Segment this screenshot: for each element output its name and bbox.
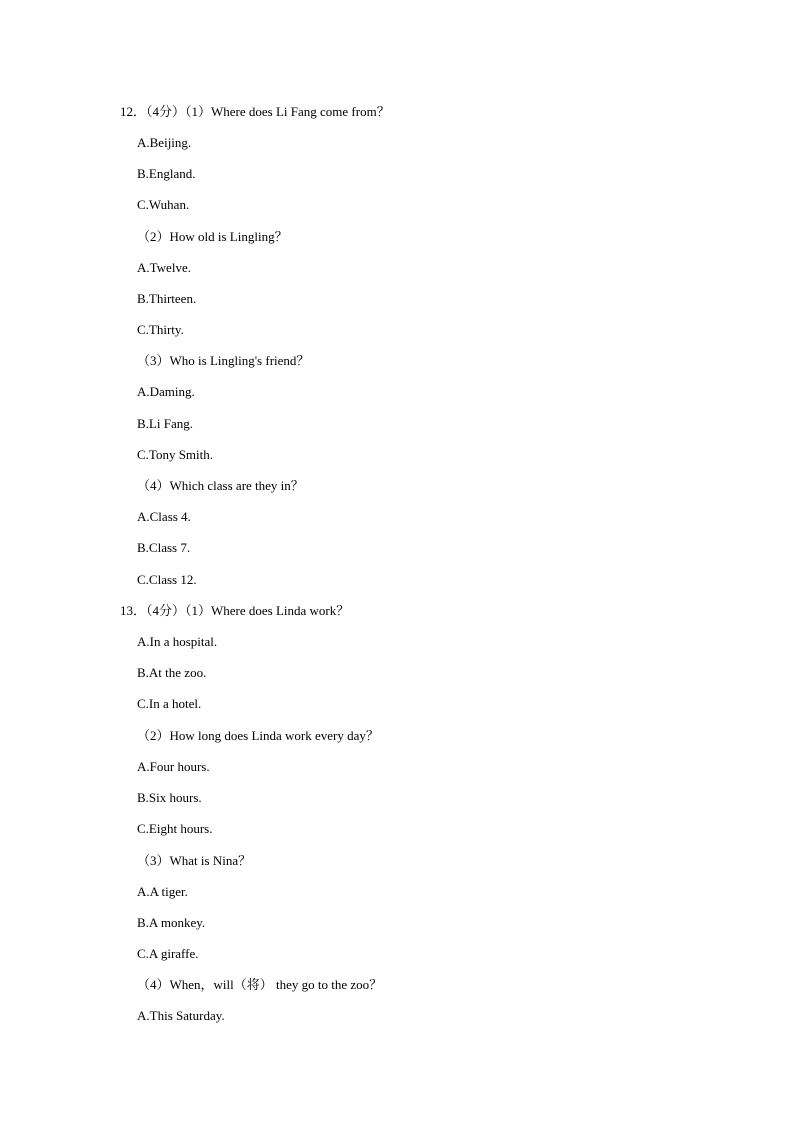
q12-p4-option-b: B.Class 7. <box>137 540 191 555</box>
q12-p4-prompt: （4）Which class are they in？ <box>137 478 304 493</box>
q13-p2-option-a: A.Four hours. <box>137 759 210 774</box>
q13-p1-option-c: C.In a hotel. <box>137 696 202 711</box>
q12-p1-option-c: C.Wuhan. <box>137 197 190 212</box>
q12-p4-option-c: C.Class 12. <box>137 572 197 587</box>
question-13-header: 13．（4分）（1）Where does Linda work？ <box>120 603 350 618</box>
question-12-header: 12．（4分）（1）Where does Li Fang come from？ <box>120 104 390 119</box>
q12-p2-prompt: （2）How old is Lingling？ <box>137 229 288 244</box>
q13-p3-prompt: （3）What is Nina？ <box>137 853 252 868</box>
q13-p4-option-a: A.This Saturday. <box>137 1008 225 1023</box>
q13-p4-prompt: （4）When，will（将） they go to the zoo？ <box>137 977 383 992</box>
q12-p3-prompt: （3）Who is Lingling's friend？ <box>137 353 310 368</box>
q13-p1-option-b: B.At the zoo. <box>137 665 207 680</box>
q13-p2-prompt: （2）How long does Linda work every day？ <box>137 728 379 743</box>
q13-p2-option-b: B.Six hours. <box>137 790 202 805</box>
q13-p3-option-b: B.A monkey. <box>137 915 206 930</box>
q12-p2-option-a: A.Twelve. <box>137 260 191 275</box>
q12-p2-option-c: C.Thirty. <box>137 322 184 337</box>
q13-p3-option-c: C.A giraffe. <box>137 946 199 961</box>
q12-p1-option-b: B.England. <box>137 166 196 181</box>
q13-p1-option-a: A.In a hospital. <box>137 634 218 649</box>
q12-p4-option-a: A.Class 4. <box>137 509 191 524</box>
q12-p3-option-c: C.Tony Smith. <box>137 447 214 462</box>
q12-p3-option-b: B.Li Fang. <box>137 416 193 431</box>
q12-p2-option-b: B.Thirteen. <box>137 291 197 306</box>
q12-p1-option-a: A.Beijing. <box>137 135 192 150</box>
q13-p3-option-a: A.A tiger. <box>137 884 188 899</box>
q13-p2-option-c: C.Eight hours. <box>137 821 213 836</box>
q12-p3-option-a: A.Daming. <box>137 384 195 399</box>
